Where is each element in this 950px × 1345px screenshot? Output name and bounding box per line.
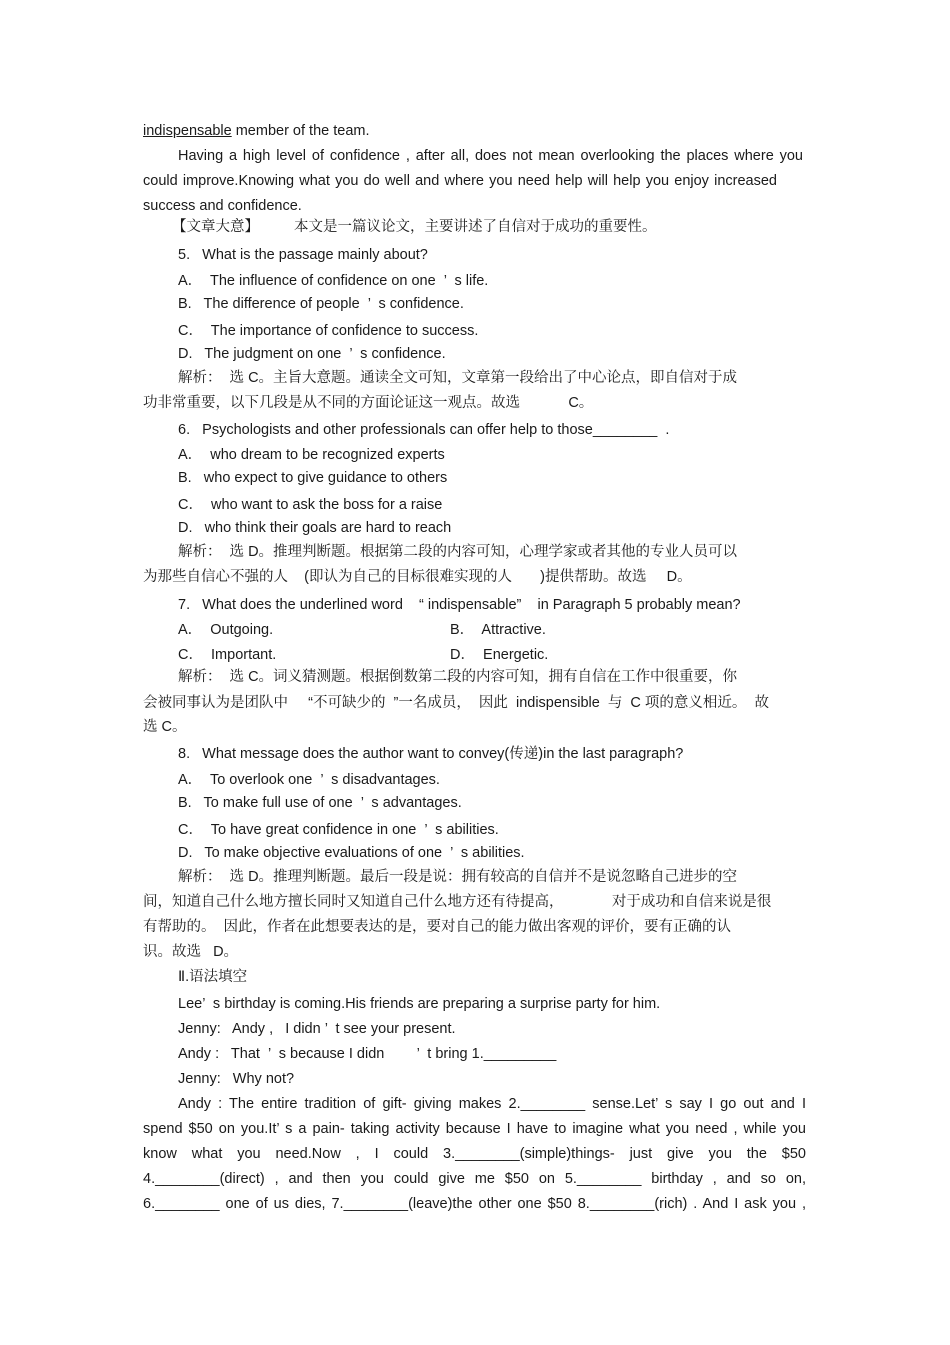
intro-line-0-rest: member of the team. xyxy=(231,123,370,139)
question-5-option-d: D. The judgment on one ’ s confidence. xyxy=(178,346,446,362)
paragraph-line-1: Having a high level of confidence , after all, does not mean overlooking the places where you xyxy=(178,148,803,164)
question-7-option-b: B． Attractive. xyxy=(450,622,546,638)
question-5-analysis-2: 功非常重要，以下几段是从不同的方面论证这一观点。故选 C。 xyxy=(143,395,594,411)
question-5-analysis-1: 解析： 选 C。主旨大意题。通读全文可知，文章第一段给出了中心论点，即自信对于成 xyxy=(178,370,738,386)
dialogue-para-line-1: Andy : The entire tradition of gift- giving makes 2.________ sense.Let’ s say I go out and I xyxy=(178,1096,806,1112)
question-8-option-a: A． To overlook one ’ s disadvantages. xyxy=(178,772,440,788)
question-7-option-d: D． Energetic. xyxy=(450,647,549,663)
summary-text: 本文是一篇议论文，主要讲述了自信对于成功的重要性。 xyxy=(294,219,657,235)
dialogue-para-line-3: know what you need.Now , I could 3.________(simple)things- just give you the $50 xyxy=(143,1146,806,1162)
question-7-stem: 7. What does the underlined word “ indispensable” in Paragraph 5 probably mean? xyxy=(178,597,741,613)
question-8-analysis-3: 有帮助的。 因此，作者在此想要表达的是，要对自己的能力做出客观的评价，要有正确的认 xyxy=(143,919,732,935)
question-5-stem: 5. What is the passage mainly about? xyxy=(178,247,428,263)
question-5-option-c: C． The importance of confidence to success. xyxy=(178,323,479,339)
question-7-analysis-3: 选 C。 xyxy=(143,719,187,735)
question-8-analysis-1: 解析： 选 D。推理判断题。最后一段是说：拥有较高的自信并不是说忽略自己进步的空 xyxy=(178,869,738,885)
question-7-analysis-2: 会被同事认为是团队中 “不可缺少的 ”一名成员， 因此 indispensible 与 C 项的意义相近。 故 xyxy=(143,695,769,711)
dialogue-line-2: Jenny: Andy , I didn ’ t see your present. xyxy=(178,1021,456,1037)
intro-line-0 xyxy=(143,122,370,140)
question-8-analysis-4: 识。故选 D。 xyxy=(143,944,239,960)
question-5-option-a: A． The influence of confidence on one ’ s life. xyxy=(178,273,489,289)
question-6-option-c: C． who want to ask the boss for a raise xyxy=(178,497,443,513)
section-heading: Ⅱ.语法填空 xyxy=(178,969,248,985)
dialogue-para-line-5: 6.________ one of us dies, 7.________(leave)the other one $50 8.________(rich) . And I ask you , xyxy=(143,1196,806,1212)
question-8-option-d: D. To make objective evaluations of one ’ s abilities. xyxy=(178,845,525,861)
paragraph-line-3: success and confidence. xyxy=(143,198,302,214)
dialogue-line-3: Andy : That ’ s because I didn ’ t bring 1._________ xyxy=(178,1046,557,1062)
dialogue-line-1: Lee’ s birthday is coming.His friends are preparing a surprise party for him. xyxy=(178,996,661,1012)
dialogue-para-line-4: 4.________(direct) , and then you could give me $50 on 5.________ birthday , and so on, xyxy=(143,1171,806,1187)
question-7-option-a: A． Outgoing. xyxy=(178,622,274,638)
question-6-option-a: A． who dream to be recognized experts xyxy=(178,447,445,463)
paragraph-line-2: could improve.Knowing what you do well and where you need help will help you enjoy increased xyxy=(143,173,777,189)
question-6-analysis-1: 解析： 选 D。推理判断题。根据第二段的内容可知，心理学家或者其他的专业人员可以 xyxy=(178,544,738,560)
question-5-option-b: B. The difference of people ’ s confidence. xyxy=(178,296,464,312)
dialogue-para-line-2: spend $50 on you.It’ s a pain- taking activity because I have to imagine what you need , while you xyxy=(143,1121,806,1137)
question-8-option-b: B. To make full use of one ’ s advantages. xyxy=(178,795,462,811)
question-6-stem: 6. Psychologists and other professionals can offer help to those________ . xyxy=(178,422,670,438)
question-6-option-d: D. who think their goals are hard to reach xyxy=(178,520,452,536)
question-7-analysis-1: 解析： 选 C。词义猜测题。根据倒数第二段的内容可知，拥有自信在工作中很重要，你 xyxy=(178,669,738,685)
question-6-option-b: B. who expect to give guidance to others xyxy=(178,470,448,486)
question-8-option-c: C． To have great confidence in one ’ s abilities. xyxy=(178,822,499,838)
summary-label: 【文章大意】 xyxy=(172,219,259,235)
underlined-word: indispensable xyxy=(143,123,232,139)
question-8-stem: 8. What message does the author want to convey(传递)in the last paragraph? xyxy=(178,746,684,762)
question-8-analysis-2: 间，知道自己什么地方擅长同时又知道自己什么地方还有待提高， 对于成功和自信来说是很 xyxy=(143,894,772,910)
question-7-option-c: C． Important. xyxy=(178,647,277,663)
dialogue-line-4: Jenny: Why not? xyxy=(178,1071,295,1087)
question-6-analysis-2: 为那些自信心不强的人 (即认为自己的目标很难实现的人 )提供帮助。故选 D。 xyxy=(143,569,692,585)
